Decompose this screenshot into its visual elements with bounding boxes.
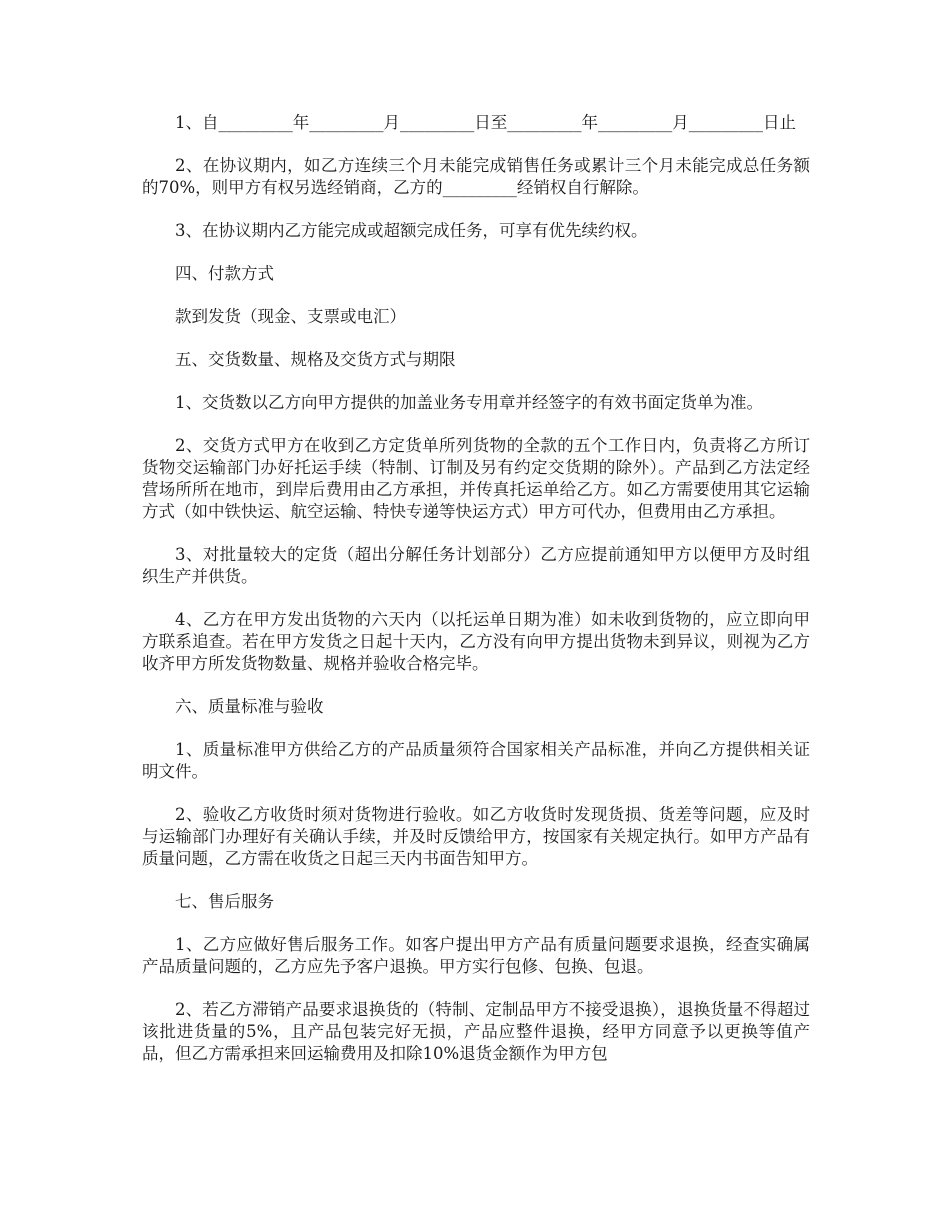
- return-exchange-clause: 2、若乙方滞销产品要求退换货的（特制、定制品甲方不接受退换），退换货量不得超过该批进货量的5%，且产品包装完好无损，产品应整件退换，经甲方同意予以更换等值产品，但乙方需承担来回运输费用及扣除10%退货金额作为甲方包: [142, 1000, 810, 1063]
- section-heading-quality: 六、质量标准与验收: [175, 697, 324, 716]
- after-sales-service-clause: 1、乙方应做好售后服务工作。如客户提出甲方产品有质量问题要求退换，经查实确属产品质量问题的，乙方应先予客户退换。甲方实行包修、包换、包退。: [142, 935, 810, 976]
- section-heading-after-sales: 七、售后服务: [175, 892, 274, 911]
- renewal-clause: 3、在协议期内乙方能完成或超额完成任务，可享有优先续约权。: [175, 221, 648, 240]
- bulk-order-clause: 3、对批量较大的定货（超出分解任务计划部分）乙方应提前通知甲方以便甲方及时组织生产并供货。: [142, 545, 810, 586]
- payment-method-text: 款到发货（现金、支票或电汇）: [175, 307, 406, 326]
- section-heading-delivery: 五、交货数量、规格及交货方式与期限: [175, 350, 456, 369]
- sales-target-clause: 2、在协议期内，如乙方连续三个月未能完成销售任务或累计三个月未能完成总任务额的70%，则甲方有权另选经销商，乙方的_________经销权自行解除。: [142, 156, 810, 197]
- delivery-quantity-clause: 1、交货数以乙方向甲方提供的加盖业务专用章并经签字的有效书面定货单为准。: [175, 393, 763, 412]
- delivery-method-clause: 2、交货方式甲方在收到乙方定货单所列货物的全款的五个工作日内，负责将乙方所订货物交运输部门办好托运手续（特制、订制及另有约定交货期的除外）。产品到乙方法定经营场所所在地市，到岸后费用由乙方承担，并传真托运单给乙方。如乙方需要使用其它运输方式（如中铁快运、航空运输、特快专递等快运方式）甲方可代办，但费用由乙方承担。: [142, 436, 810, 521]
- contract-term-clause: 1、自_________年_________月_________日至_________年_________月_________日止: [175, 113, 796, 132]
- document-body: [142, 112, 810, 1086]
- section-heading-payment: 四、付款方式: [175, 264, 274, 283]
- quality-standard-clause: 1、质量标准甲方供给乙方的产品质量须符合国家相关产品标准，并向乙方提供相关证明文件。: [142, 740, 810, 781]
- receipt-tracking-clause: 4、乙方在甲方发出货物的六天内（以托运单日期为准）如未收到货物的，应立即向甲方联系追查。若在甲方发货之日起十天内，乙方没有向甲方提出货物未到异议，则视为乙方收齐甲方所发货物数量、规格并验收合格完毕。: [142, 610, 810, 673]
- acceptance-clause: 2、验收乙方收货时须对货物进行验收。如乙方收货时发现货损、货差等问题，应及时与运输部门办理好有关确认手续，并及时反馈给甲方，按国家有关规定执行。如甲方产品有质量问题，乙方需在收货之日起三天内书面告知甲方。: [142, 805, 810, 868]
